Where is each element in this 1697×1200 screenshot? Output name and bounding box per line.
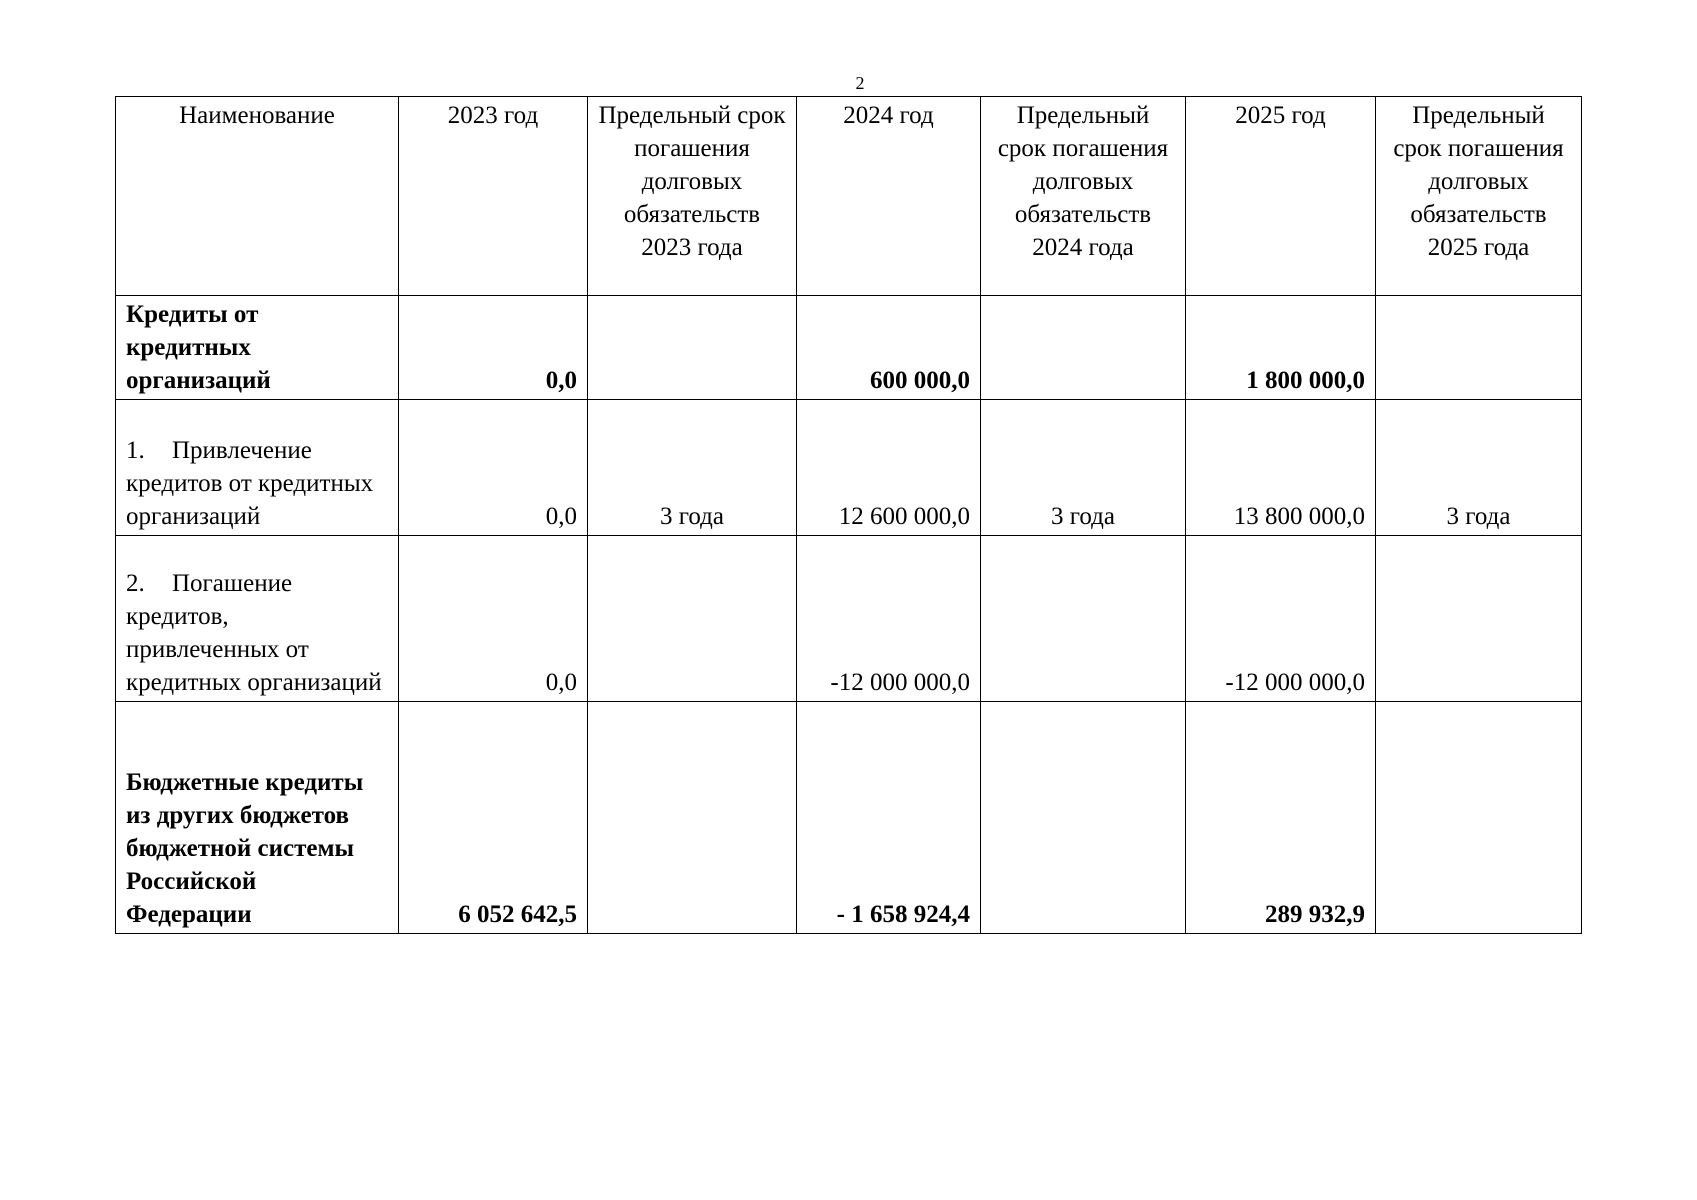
amount-2023: 0,0 — [399, 296, 588, 400]
term-2023 — [588, 702, 797, 934]
table-row-credit-organizations — [116, 296, 1582, 400]
table-row-attraction — [116, 400, 1582, 536]
debt-limits-table — [115, 96, 1582, 934]
header-name: Наименование — [116, 97, 399, 296]
term-2025 — [1376, 296, 1582, 400]
header-term-2024: Предельный срок погашения долговых обязательств 2024 года — [981, 97, 1186, 296]
amount-2023: 0,0 — [399, 400, 588, 536]
amount-2024: -12 000 000,0 — [797, 536, 981, 702]
term-2023: 3 года — [588, 400, 797, 536]
amount-2025: 13 800 000,0 — [1186, 400, 1376, 536]
term-2024 — [981, 296, 1186, 400]
amount-2024: - 1 658 924,4 — [797, 702, 981, 934]
table-row-repayment — [116, 536, 1582, 702]
header-term-2025: Предельный срок погашения долговых обязательств 2025 года — [1376, 97, 1582, 296]
amount-2025: -12 000 000,0 — [1186, 536, 1376, 702]
term-2023 — [588, 296, 797, 400]
amount-2023: 0,0 — [399, 536, 588, 702]
amount-2025: 289 932,9 — [1186, 702, 1376, 934]
row-number: 2. — [126, 570, 145, 597]
header-2023: 2023 год — [399, 97, 588, 296]
term-2024 — [981, 536, 1186, 702]
row-number: 1. — [126, 437, 145, 464]
amount-2024: 600 000,0 — [797, 296, 981, 400]
term-2025: 3 года — [1376, 400, 1582, 536]
amount-2023: 6 052 642,5 — [399, 702, 588, 934]
term-2024 — [981, 702, 1186, 934]
row-name — [116, 400, 399, 536]
term-2025 — [1376, 536, 1582, 702]
amount-2025: 1 800 000,0 — [1186, 296, 1376, 400]
row-name: Бюджетные кредиты из других бюджетов бюджетной системы Российской Федерации — [116, 702, 399, 934]
header-2024: 2024 год — [797, 97, 981, 296]
term-2025 — [1376, 702, 1582, 934]
header-2025: 2025 год — [1186, 97, 1376, 296]
row-name: Кредиты от кредитных организаций — [116, 296, 399, 400]
header-term-2023: Предельный срок погашения долговых обязательств 2023 года — [588, 97, 797, 296]
term-2024: 3 года — [981, 400, 1186, 536]
row-label: Погашение кредитов, привлеченных от кредитных организаций — [126, 570, 382, 696]
table-row-budget-credits — [116, 702, 1582, 934]
row-label: Привлечение кредитов от кредитных организаций — [126, 437, 374, 530]
amount-2024: 12 600 000,0 — [797, 400, 981, 536]
row-name — [116, 536, 399, 702]
term-2023 — [588, 536, 797, 702]
page-number: 2 — [855, 73, 865, 93]
header-row — [116, 97, 1582, 296]
